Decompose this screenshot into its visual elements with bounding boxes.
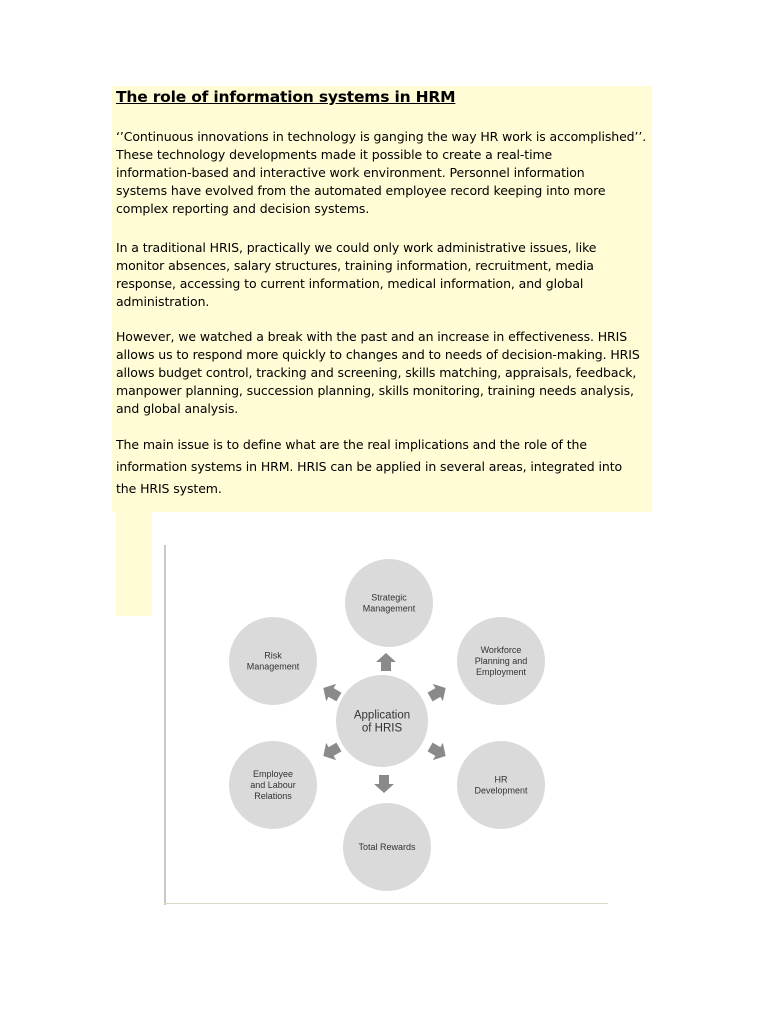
text-line: and global analysis. (116, 401, 239, 416)
arrow-downright-icon (425, 738, 451, 764)
hris-diagram (162, 543, 608, 905)
arrow-up-icon (376, 653, 396, 671)
page-title: The role of information systems in HRM (116, 88, 456, 106)
text-line: response, accessing to current information, medical information, and global (116, 276, 584, 291)
highlight-block-tail (116, 510, 152, 616)
text-line: ‘’Continuous innovations in technology is ganging the way HR work is accomplished’’. (116, 129, 647, 144)
node-risk-management-label: Risk (264, 650, 282, 661)
node-strategic-management-label: Management (362, 603, 416, 614)
text-line: information systems in HRM. HRIS can be applied in several areas, integrated into (116, 459, 623, 474)
node-risk-management-label: Management (246, 661, 300, 672)
text-line: the HRIS system. (116, 481, 222, 496)
text-line: allows us to respond more quickly to changes and to needs of decision-making. HRIS (116, 347, 640, 362)
text-line: In a traditional HRIS, practically we could only work administrative issues, like (116, 240, 597, 255)
text-line: allows budget control, tracking and screening, skills matching, appraisals, feedback, (116, 365, 637, 380)
node-hr-development-label: Development (474, 785, 528, 796)
arrow-upright-icon (425, 679, 451, 705)
text-line: information-based and interactive work environment. Personnel information (116, 165, 585, 180)
arrow-down-icon (374, 775, 394, 793)
text-line: monitor absences, salary structures, training information, recruitment, media (116, 258, 594, 273)
paragraph-4 (116, 434, 656, 500)
text-line: complex reporting and decision systems. (116, 201, 370, 216)
paragraph-3 (116, 328, 656, 418)
text-line: The main issue is to define what are the real implications and the role of the (116, 437, 587, 452)
text-line: However, we watched a break with the past and an increase in effectiveness. HRIS (116, 329, 628, 344)
node-employee-labour-relations-label: Employee (252, 769, 294, 780)
text-line: systems have evolved from the automated employee record keeping into more (116, 183, 606, 198)
text-line: manpower planning, succession planning, skills monitoring, training needs analysis, (116, 383, 634, 398)
arrow-upleft-icon (318, 679, 344, 705)
arrow-downleft-icon (318, 738, 344, 764)
text-line: These technology developments made it possible to create a real-time (116, 147, 553, 162)
node-workforce-planning-label: Planning and (474, 656, 528, 667)
center-node-application-of-hris-label: of HRIS (361, 722, 403, 735)
node-strategic-management-label: Strategic (371, 592, 407, 603)
text-line: administration. (116, 294, 210, 309)
node-employee-labour-relations-label: Relations (254, 791, 292, 802)
node-total-rewards-label: Total Rewards (358, 842, 416, 853)
paragraph-1 (116, 128, 656, 218)
center-node-application-of-hris-label: Application (353, 709, 411, 722)
node-hr-development-label: HR (494, 774, 508, 785)
node-employee-labour-relations-label: and Labour (250, 780, 296, 791)
paragraph-2 (116, 239, 656, 311)
node-workforce-planning-label: Workforce (480, 645, 522, 656)
node-workforce-planning-label: Employment (475, 667, 527, 678)
